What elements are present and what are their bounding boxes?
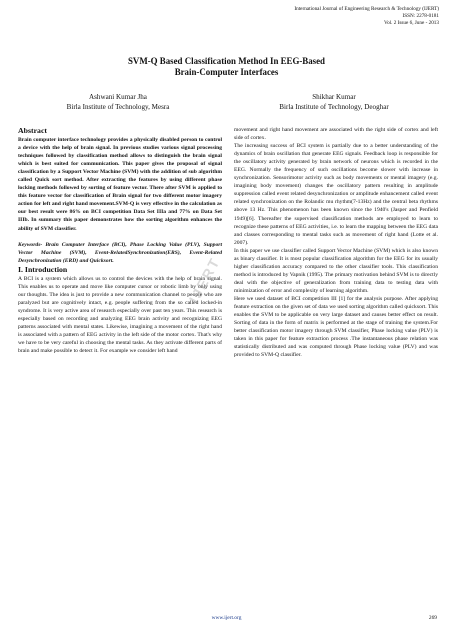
introduction-text: A BCI is a system which allows us to control the devices with the help of brain signal. This enables us to operate and move like computer cursor or robotic limb by only using our thoughts. The idea is just to provide a new communication channel to people who are paralyzed but are cognitively intact, e.g. people suffering from the so called locked-in syndrome. It is very active area of research especially over past ten years. This research is especially based on recording and analyzing EEG brain activity and recognizing EEG patterns associated with mental states. Likewise, imagining a movement of the right hand is associated with a pattern of EEG activity in the left side of the motor cortex. That's why we have to be very careful in choosing the mental tasks. As they activate different parts of brain and make possible to detect it. For example we consider left hand [18, 275, 222, 355]
abstract-text: Brain computer interface technology provides a physically disabled person to control a device with the help of brain signal. In previous studies various signal processing techniques followed by classification method allows to distinguish the brain signal which is best suited for communication. This paper gives the proposal of signal classification by a Support Vector Machine (SVM) with the addition of sub algorithm called Quick sort method. After extracting the features by using different phase locking methods followed by sorting of feature vector. There after SVM is applied to this feature vector for classification of Brain signal for two different motor imagery action for left and right hand movement.SVM-Q is very effective in the calculation as our best result were 86% on BCI competition Data Set IIIa and 77% on Data Set IIIb. In summary this paper demonstrates how the sorting algorithm enhances the ability of SVM classifier. [18, 137, 222, 232]
paper-title [0, 56, 453, 78]
author-name: Ashwani Kumar Jha [89, 93, 147, 101]
body-paragraph-1: movement and right hand movement are associated with the right side of cortex and left side of cortex. [234, 127, 438, 142]
body-paragraph-4: Here we used dataset of BCI competition III [1] for the analysis purpose. After applying feature extraction on the given set of data we used sorting algorithm called quicksort. This enables the SVM to be applicable on very large dataset and causes better effect on result. Sorting of data in the form of matrix is performed at the stage of training the system.For better classification motor imagery through SVM classifier, Phase locking value (PLV) is taken in this paper for feature extraction process .The instantaneous phase relation was statistically distributed and was computed through Phase locking value (PLV) and was provided to SVM-Q classifier. [234, 295, 438, 359]
left-column [18, 126, 222, 355]
page-number: 269 [428, 615, 437, 621]
introduction-heading: I. Introduction [18, 264, 68, 274]
journal-name: International Journal of Engineering Research & Technology (IJERT) [294, 6, 439, 12]
journal-header [199, 6, 439, 27]
body-paragraph-2: The increasing success of BCI system is partially due to a better understanding of the dynamics of brain oscillation that generate EEG signals. Feedback loop is responsible for the oscillatory activity generated by brain network of neurons which is recorded in the EEG. Normally the frequency of such oscillations become slower with increase in synchronization. Sensorimotor activity such as body movements or mental imagery (e.g. imagining body movement) changes the oscillatory pattern resulting in amplitude suppression called event related desynchronization or amplitude enhancement called event related synchronization on the Rolandic mu rhythm(7-13Hz) and the central beta rhythms above 13 Hz. This phenomenon has been known since the 1940's (Jasper and Penfield 1949)[6]. Thereafter the supervised classification methods are employed to learn to recognize these patterns of EEG activities, i.e. to learn the mapping between the EEG data and classes corresponding to mental tasks such as movement of right hand (Lotte et al. 2007). [234, 143, 438, 246]
abstract-heading: Abstract [18, 126, 48, 135]
author-block-1 [18, 92, 218, 112]
journal-issn: ISSN: 2278-0181 [402, 13, 439, 19]
watermark: IJERT [185, 254, 224, 306]
paper-title-line-2: Brain-Computer Interfaces [174, 67, 279, 77]
author-name: Shikhar Kumar [312, 93, 356, 101]
keywords: Keywords- Brain Computer Interface (BCI), Phase Locking Value (PLV), Support Vector Machine (SVM), Event-RelatedSynchronization(ERS), Event-Related Desynchronization (ERD) and Quicksort. [18, 241, 222, 264]
author-block-2 [234, 92, 434, 112]
paper-title-line-1: SVM-Q Based Classification Method In EEG-Based [128, 56, 325, 66]
footer-url[interactable]: www.ijert.org [211, 615, 242, 621]
right-column [234, 126, 438, 359]
journal-volume: Vol. 2 Issue 6, June - 2013 [384, 20, 439, 26]
author-affiliation: Birla Institute of Technology, Deoghar [279, 103, 389, 111]
author-affiliation: Birla Institute of Technology, Mesra [66, 103, 170, 111]
body-paragraph-3: In this paper we use classifier called Support Vector Machine (SVM) which is also known as binary classifier. It is most popular classification algorithm for the EEG for its usually higher classification accuracy compared to the other classifier tools. This classification method is introduced by Vapnik (1995). The primary motivation behind SVM is to directly deal with the objective of generalization from training data to testing data with minimization of error and complexity of learning algorithm. [234, 247, 438, 294]
